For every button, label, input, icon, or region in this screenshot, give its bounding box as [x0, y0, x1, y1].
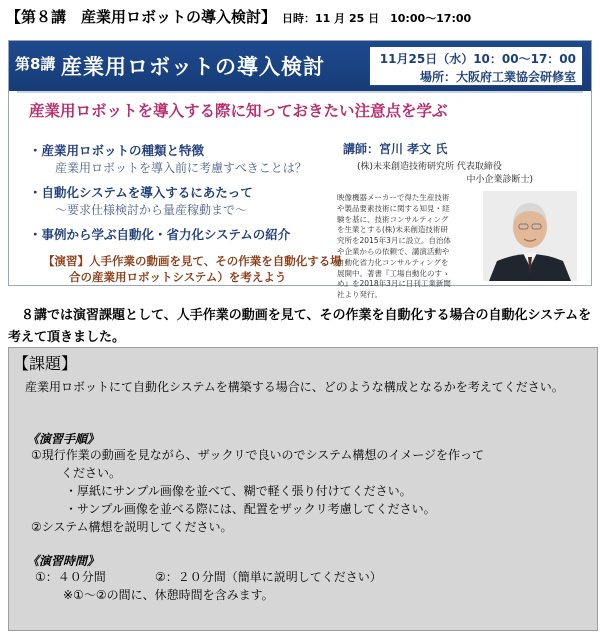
flyer-subtitle: 産業用ロボットを導入する際に知っておきたい注意点を学ぶ	[29, 102, 448, 120]
procedure-substep: ・サンプル画像を並べる際には、配置をザックリ考慮してください。	[65, 502, 436, 516]
procedure-step-1-cont: ください。	[61, 466, 122, 480]
time-heading: 《演習時間》	[27, 554, 100, 568]
procedure-substep: ・厚紙にサンプル画像を並べて、糊で軽く張り付けてください。	[65, 484, 412, 498]
topic-item: ・事例から学ぶ自動化・省力化システムの紹介	[29, 227, 291, 242]
date-info: 日時：11 月 25 日 10:00～17:00	[282, 12, 472, 25]
practice-note-cont: 合の産業用ロボットシステム）を考えよう	[69, 270, 287, 284]
practice-note: 【演習】人手作業の動画を見て、その作業を自動化する場	[43, 254, 342, 268]
time-step-1: ①：４０分間	[35, 570, 106, 584]
portrait-image	[483, 191, 577, 281]
assignment-text: 産業用ロボットにて自動化システムを構築する場合に、どのような構成となるかを考えてください。	[25, 380, 564, 394]
topic-detail: ～要求仕様検討から量産稼動まで～	[55, 203, 248, 217]
flyer-title: 産業用ロボットの導入検討	[61, 55, 325, 79]
page-header	[6, 6, 596, 28]
flyer-venue: 場所：大阪府工業協会研修室	[419, 70, 576, 84]
flyer-date: 11月25日（水）10：00～17：00	[379, 52, 576, 66]
lecturer-affiliation: (株)未来創造技術研究所 代表取締役	[357, 162, 502, 172]
divider	[17, 91, 583, 93]
assignment-title: 【課題】	[13, 354, 78, 373]
lecturer-photo	[483, 191, 577, 281]
lecturer-name: 講師：宮川 孝文 氏	[343, 142, 448, 156]
topic-item: ・産業用ロボットの種類と特徴	[29, 143, 205, 158]
assignment-box	[8, 347, 598, 631]
time-step-2: ②：２０分間（簡単に説明してください）	[155, 570, 382, 584]
lecturer-qualification: 中小企業診断士)	[466, 175, 533, 185]
procedure-step-1: ①現行作業の動画を見ながら、ザックリで良いのでシステム構想のイメージを作って	[31, 448, 484, 462]
lecturer-bio: 映像機器メーカーで得た生産技術や製品要素技術に関する知見・経験を基に、技術コンサルティングを生業とする(株)未来創造技術研究所を2015年3月に設立。自治体や企業からの依頼で、講演活動や自動化省力化コンサルティングを展開中。著書『工場自動化のすゝめ』を2018年3月に日刊工業新聞社より発行。	[337, 193, 451, 300]
seminar-flyer	[8, 40, 592, 300]
lecture-title: 【第８講 産業用ロボットの導入検討】	[6, 8, 277, 26]
body-paragraph: ８講では演習課題として、人手作業の動画を見て、その作業を自動化する場合の自動化システムを考えて頂きました。	[8, 308, 592, 345]
flyer-date-box	[369, 46, 583, 86]
time-note: ※①～②の間に、休憩時間を含みます。	[63, 588, 274, 602]
topic-item: ・自動化システムを導入するにあたって	[29, 185, 253, 200]
procedure-step-2: ②システム構想を説明してください。	[31, 520, 233, 534]
topic-detail: 産業用ロボットを導入前に考慮すべきことは？	[55, 161, 307, 175]
procedure-heading: 《演習手順》	[27, 432, 100, 446]
flyer-title-bar	[9, 41, 591, 91]
flyer-lecture-number: 第8講	[15, 55, 56, 73]
